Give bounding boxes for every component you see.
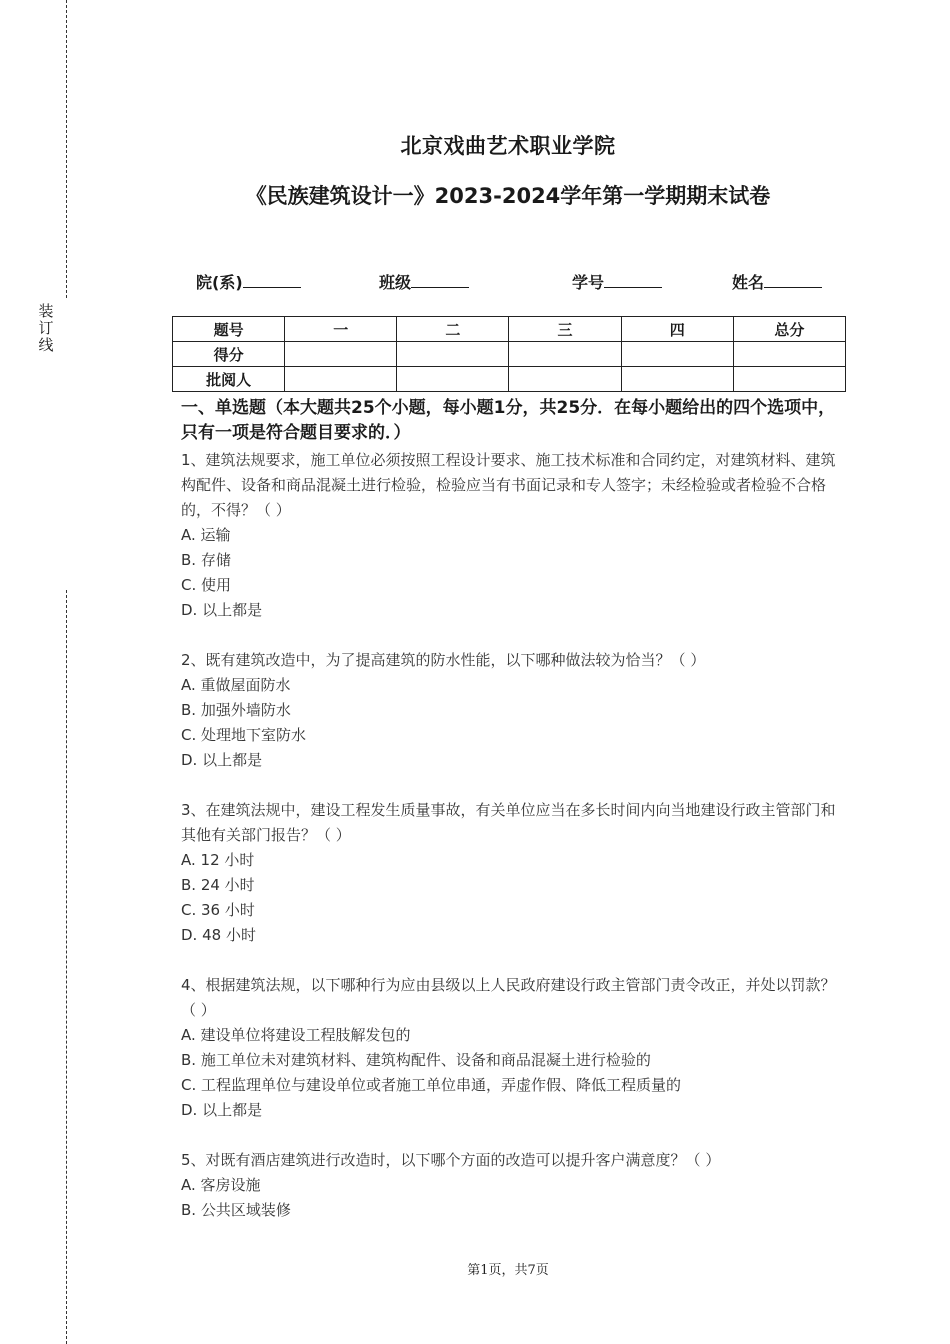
student-info-row	[0, 270, 950, 294]
answer-option[interactable]: D. 以上都是	[181, 601, 263, 619]
school-name: 北京戏曲艺术职业学院	[400, 134, 616, 158]
question-spacer	[181, 1123, 841, 1148]
department-blank[interactable]	[243, 271, 301, 288]
question-stem: 5、对既有酒店建筑进行改造时，以下哪个方面的改造可以提升客户满意度？（ ）	[181, 1151, 721, 1169]
answer-option[interactable]: D. 以上都是	[181, 1101, 263, 1119]
question-2	[181, 648, 841, 773]
question-spacer	[181, 948, 841, 973]
score-header-cell: 总分	[733, 317, 845, 342]
score-cell[interactable]	[509, 342, 621, 367]
score-header-cell: 二	[397, 317, 509, 342]
department-label: 院(系)	[196, 273, 243, 292]
score-header-cell: 一	[285, 317, 397, 342]
question-1	[181, 448, 841, 623]
binding-char: 装	[38, 302, 54, 320]
class-label: 班级	[379, 273, 412, 292]
answer-option[interactable]: B. 加强外墙防水	[181, 701, 291, 719]
score-header-cell: 三	[509, 317, 621, 342]
answer-option[interactable]: A. 建设单位将建设工程肢解发包的	[181, 1026, 411, 1044]
binding-char: 线	[38, 336, 54, 354]
answer-option[interactable]: A. 重做屋面防水	[181, 676, 291, 694]
reviewer-cell[interactable]	[733, 367, 845, 392]
name-field[interactable]	[732, 270, 822, 293]
score-header-cell: 四	[621, 317, 733, 342]
reviewer-row-label: 批阅人	[173, 367, 285, 392]
reviewer-cell[interactable]	[509, 367, 621, 392]
name-label: 姓名	[732, 273, 765, 292]
question-stem: 1、建筑法规要求，施工单位必须按照工程设计要求、施工技术标准和合同约定，对建筑材料、建筑构配件、设备和商品混凝土进行检验，检验应当有书面记录和专人签字；未经检验或者检验不合格的，不得？（ ）	[181, 451, 836, 519]
question-stem: 2、既有建筑改造中，为了提高建筑的防水性能，以下哪种做法较为恰当？（ ）	[181, 651, 706, 669]
answer-option[interactable]: A. 12 小时	[181, 851, 255, 869]
answer-option[interactable]: B. 存储	[181, 551, 231, 569]
answer-option[interactable]: A. 客房设施	[181, 1176, 261, 1194]
reviewer-cell[interactable]	[285, 367, 397, 392]
question-4	[181, 973, 841, 1123]
student-id-blank[interactable]	[604, 271, 662, 288]
exam-content	[181, 396, 841, 1223]
class-blank[interactable]	[411, 271, 469, 288]
name-blank[interactable]	[764, 271, 822, 288]
question-stem: 3、在建筑法规中，建设工程发生质量事故，有关单位应当在多长时间内向当地建设行政主管部门和其他有关部门报告？（ ）	[181, 801, 836, 844]
score-row-label: 得分	[173, 342, 285, 367]
question-spacer	[181, 773, 841, 798]
question-3	[181, 798, 841, 948]
answer-option[interactable]: B. 施工单位未对建筑材料、建筑构配件、设备和商品混凝土进行检验的	[181, 1051, 651, 1069]
binding-label	[38, 303, 54, 354]
department-field[interactable]	[196, 270, 301, 293]
reviewer-row	[173, 367, 846, 392]
page-footer: 第1页，共7页	[467, 1263, 549, 1278]
answer-option[interactable]: A. 运输	[181, 526, 231, 544]
answer-option[interactable]: D. 48 小时	[181, 926, 256, 944]
answer-option[interactable]: B. 24 小时	[181, 876, 255, 894]
score-cell[interactable]	[285, 342, 397, 367]
student-id-label: 学号	[572, 273, 605, 292]
score-table	[172, 316, 846, 392]
answer-option[interactable]: C. 36 小时	[181, 901, 255, 919]
answer-option[interactable]: B. 公共区域装修	[181, 1201, 291, 1219]
reviewer-cell[interactable]	[397, 367, 509, 392]
score-table-header-row	[173, 317, 846, 342]
score-cell[interactable]	[397, 342, 509, 367]
score-cell[interactable]	[621, 342, 733, 367]
answer-option[interactable]: D. 以上都是	[181, 751, 263, 769]
reviewer-cell[interactable]	[621, 367, 733, 392]
question-5	[181, 1148, 841, 1223]
score-cell[interactable]	[733, 342, 845, 367]
score-row	[173, 342, 846, 367]
answer-option[interactable]: C. 工程监理单位与建设单位或者施工单位串通，弄虚作假、降低工程质量的	[181, 1076, 682, 1094]
question-spacer	[181, 623, 841, 648]
section-title: 一、单选题（本大题共25个小题，每小题1分，共25分．在每小题给出的四个选项中，只有一项是符合题目要求的．）	[181, 398, 836, 443]
binding-dashed-line-bottom	[66, 590, 67, 1344]
exam-title: 《民族建筑设计一》2023-2024学年第一学期期末试卷	[245, 184, 771, 208]
student-id-field[interactable]	[572, 270, 662, 293]
class-field[interactable]	[379, 270, 469, 293]
answer-option[interactable]: C. 处理地下室防水	[181, 726, 307, 744]
score-header-cell: 题号	[173, 317, 285, 342]
answer-option[interactable]: C. 使用	[181, 576, 232, 594]
question-stem: 4、根据建筑法规，以下哪种行为应由县级以上人民政府建设行政主管部门责令改正，并处以罚款？（ ）	[181, 976, 836, 1019]
binding-char: 订	[38, 319, 54, 337]
